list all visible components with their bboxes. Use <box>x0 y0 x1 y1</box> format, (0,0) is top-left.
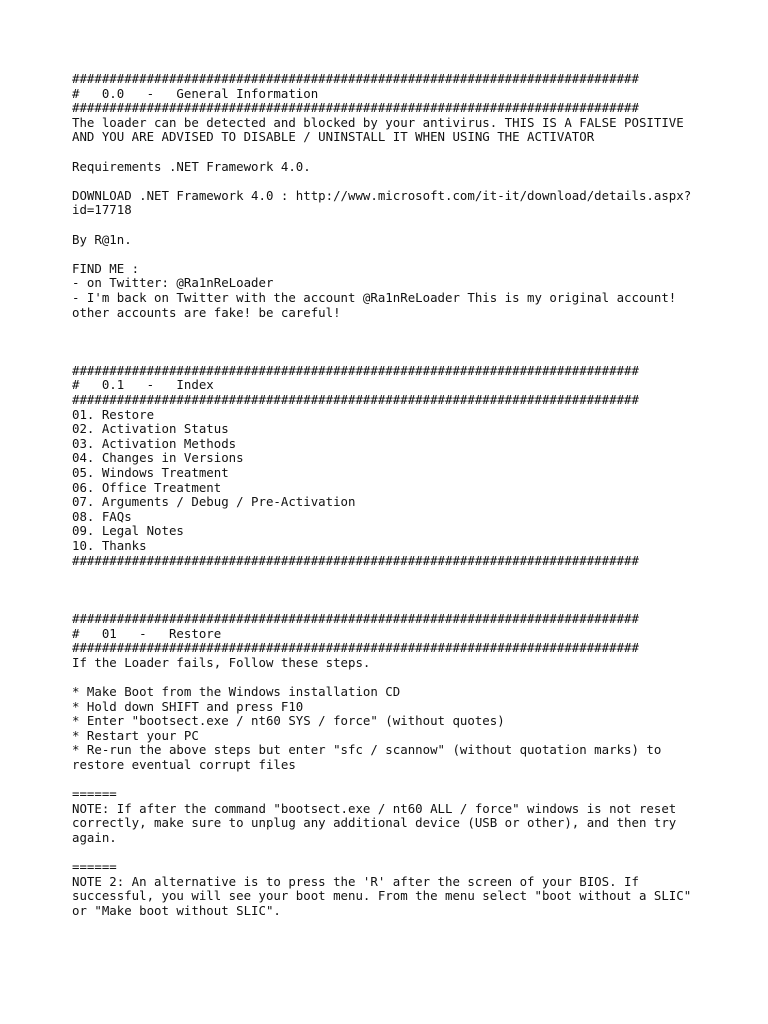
requirements-text: Requirements .NET Framework 4.0. <box>72 158 311 174</box>
section-heading-restore: # 01 - Restore <box>72 625 222 641</box>
note-line: correctly, make sure to unplug any additional device (USB or other), and then try <box>72 815 677 831</box>
section-separator: ############################################################################ <box>72 100 639 116</box>
note2-line: or "Make boot without SLIC". <box>72 902 281 918</box>
note-separator: ====== <box>72 859 117 875</box>
index-item: 10. Thanks <box>72 538 147 554</box>
download-line: id=17718 <box>72 202 132 218</box>
restore-step: * Restart your PC <box>72 727 199 743</box>
restore-step: restore eventual corrupt files <box>72 756 296 772</box>
restore-step: * Make Boot from the Windows installation CD <box>72 683 401 699</box>
restore-step: * Hold down SHIFT and press F10 <box>72 698 304 714</box>
note2-line: NOTE 2: An alternative is to press the 'R' after the screen of your BIOS. If <box>72 873 639 889</box>
index-item: 05. Windows Treatment <box>72 465 229 481</box>
restore-step: * Re-run the above steps but enter "sfc / scannow" (without quotation marks) to <box>72 742 662 758</box>
note-line: again. <box>72 829 117 845</box>
index-item: 06. Office Treatment <box>72 479 222 495</box>
document-page <box>72 72 732 918</box>
section-separator: ############################################################################ <box>72 640 639 656</box>
restore-step: * Enter "bootsect.exe / nt60 SYS / force" (without quotes) <box>72 713 505 729</box>
antivirus-warning-line: AND YOU ARE ADVISED TO DISABLE / UNINSTALL IT WHEN USING THE ACTIVATOR <box>72 129 595 145</box>
index-item: 01. Restore <box>72 406 155 422</box>
download-line: DOWNLOAD .NET Framework 4.0 : http://www.microsoft.com/it-it/download/details.aspx? <box>72 187 692 203</box>
section-separator: ############################################################################ <box>72 71 639 86</box>
section-heading-index: # 0.1 - Index <box>72 377 214 393</box>
note2-line: successful, you will see your boot menu. From the menu select "boot without a SLIC" <box>72 888 692 904</box>
index-item: 03. Activation Methods <box>72 435 237 451</box>
find-me-line: other accounts are fake! be careful! <box>72 304 341 320</box>
note-line: NOTE: If after the command "bootsect.exe / nt60 ALL / force" windows is not reset <box>72 800 677 816</box>
index-item: 04. Changes in Versions <box>72 450 244 466</box>
section-separator: ############################################################################ <box>72 611 639 626</box>
author-text: By R@1n. <box>72 231 132 247</box>
index-item: 02. Activation Status <box>72 421 229 437</box>
section-separator: ############################################################################ <box>72 552 639 568</box>
index-item: 08. FAQs <box>72 508 132 524</box>
find-me-line: - I'm back on Twitter with the account @Ra1nReLoader This is my original account! <box>72 289 677 305</box>
section-separator: ############################################################################ <box>72 392 639 408</box>
find-me-line: - on Twitter: @Ra1nReLoader <box>72 275 274 291</box>
index-item: 07. Arguments / Debug / Pre-Activation <box>72 494 356 510</box>
index-item: 09. Legal Notes <box>72 523 184 539</box>
section-heading-general: # 0.0 - General Information <box>72 85 319 101</box>
section-separator: ############################################################################ <box>72 362 639 378</box>
note-separator: ====== <box>72 786 117 802</box>
restore-intro: If the Loader fails, Follow these steps. <box>72 654 371 670</box>
find-me-line: FIND ME : <box>72 260 140 276</box>
antivirus-warning-line: The loader can be detected and blocked by your antivirus. THIS IS A FALSE POSITIVE <box>72 114 684 130</box>
